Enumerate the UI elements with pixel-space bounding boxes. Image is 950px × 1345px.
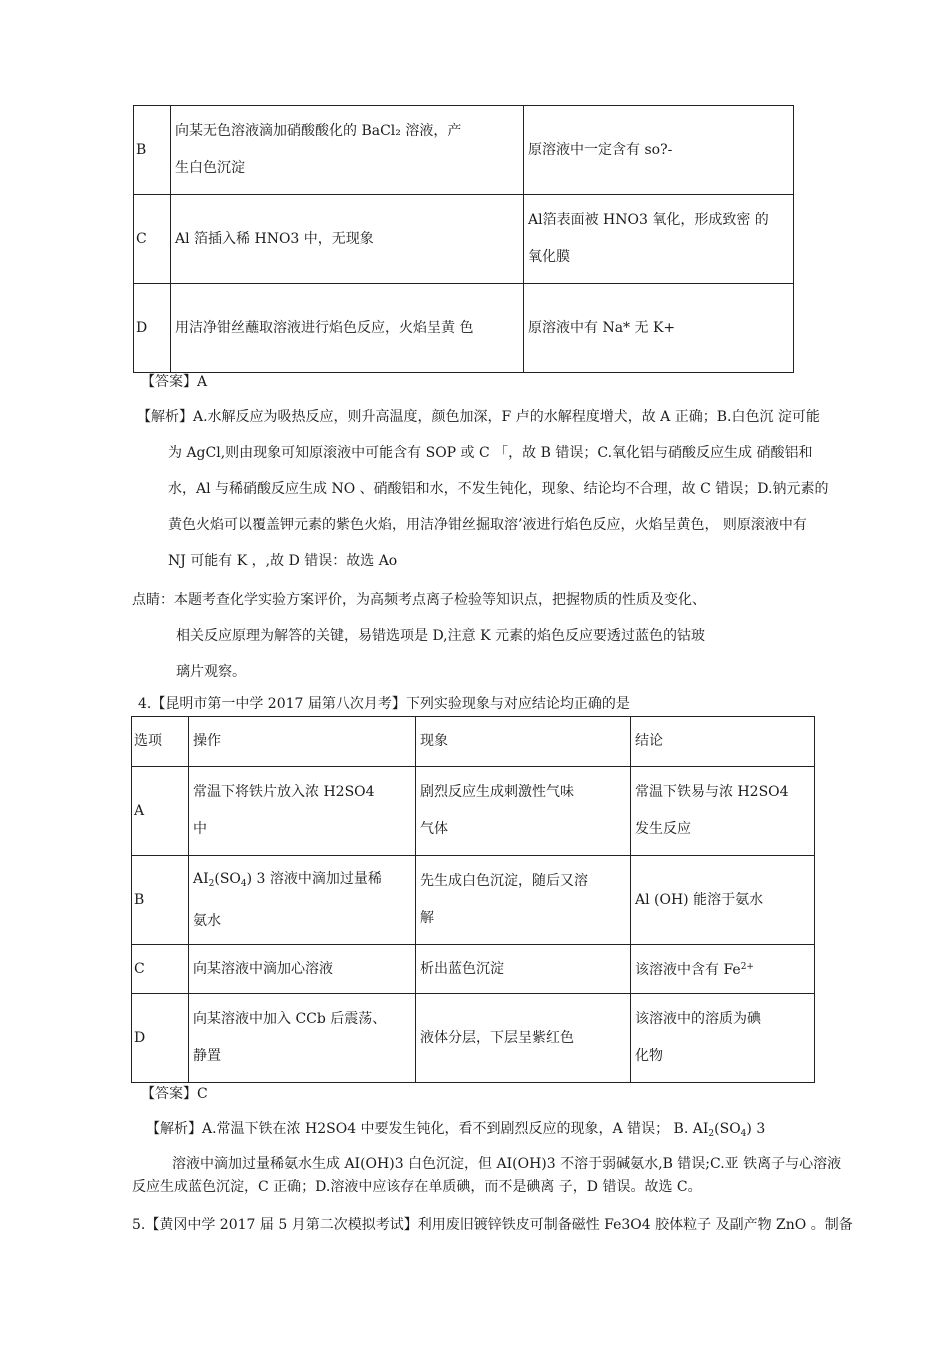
conclusion-cell: 原溶液中一定含有 so?-: [524, 106, 794, 195]
conclusion-cell: Al箔表面被 HNO3 氧化，形成致密 的 氧化膜: [524, 195, 794, 284]
operation-cell: 常温下将铁片放入浓 H2SO4 中: [189, 767, 416, 856]
phenomenon-cell: 先生成白色沉淀，随后又溶 解: [416, 856, 631, 945]
operation-cell: $AI_2(SO_4)$ 3 溶液中滴加过量稀 氨水: [189, 856, 416, 945]
operation-cell: 用洁净钳丝蘸取溶液进行焰色反应，火焰呈黄 色: [171, 284, 524, 373]
table-row: [134, 106, 794, 195]
operation-cell: 向某溶液中加入 CCb 后震荡、 静置: [189, 994, 416, 1083]
table-row: [134, 195, 794, 284]
question-3-table: [133, 105, 794, 373]
phenomenon-cell: 析出蓝色沉淀: [416, 945, 631, 994]
column-header: 选项: [132, 717, 189, 767]
conclusion-cell: 常温下铁易与浓 H2SO4 发生反应: [631, 767, 815, 856]
option-label: C: [134, 195, 171, 284]
table-header-row: [132, 717, 815, 767]
conclusion-cell: 该溶液中含有 $Fe^{2+}$: [631, 945, 815, 994]
operation-cell: 向某无色溶液滴加硝酸酸化的 BaCl₂ 溶液，产 生白色沉淀: [171, 106, 524, 195]
column-header: 操作: [189, 717, 416, 767]
operation-cell: Al 箔插入稀 HNO3 中，无现象: [171, 195, 524, 284]
phenomenon-cell: 液体分层，下层呈紫红色: [416, 994, 631, 1083]
operation-cell: 向某溶液中滴加心溶液: [189, 945, 416, 994]
option-label: B: [132, 856, 189, 945]
option-label: C: [132, 945, 189, 994]
column-header: 结论: [631, 717, 815, 767]
table-row: [132, 856, 815, 945]
option-label: A: [132, 767, 189, 856]
option-label: B: [134, 106, 171, 195]
table-row: [134, 284, 794, 373]
phenomenon-cell: 剧烈反应生成刺激性气味 气体: [416, 767, 631, 856]
question-5-title: 5.【黄冈中学 2017 届 5 月第二次模拟考试】利用废旧镀锌铁皮可制备磁性 Fe3O4 胶体粒子 及副产物 ZnO 。制备: [132, 1217, 853, 1233]
option-label: D: [134, 284, 171, 373]
table-row: [132, 767, 815, 856]
answer-3: 【答案】A: [141, 374, 208, 390]
question-4-table: [131, 716, 815, 1083]
table-row: [132, 945, 815, 994]
table-row: [132, 994, 815, 1083]
column-header: 现象: [416, 717, 631, 767]
answer-4: 【答案】C: [141, 1086, 208, 1102]
conclusion-cell: 该溶液中的溶质为碘 化物: [631, 994, 815, 1083]
conclusion-cell: Al (OH) 能溶于氨水: [631, 856, 815, 945]
option-label: D: [132, 994, 189, 1083]
conclusion-cell: 原溶液中有 Na* 无 K+: [524, 284, 794, 373]
question-4-title: 4.【昆明市第一中学 2017 届第八次月考】下列实验现象与对应结论均正确的是: [138, 696, 630, 712]
